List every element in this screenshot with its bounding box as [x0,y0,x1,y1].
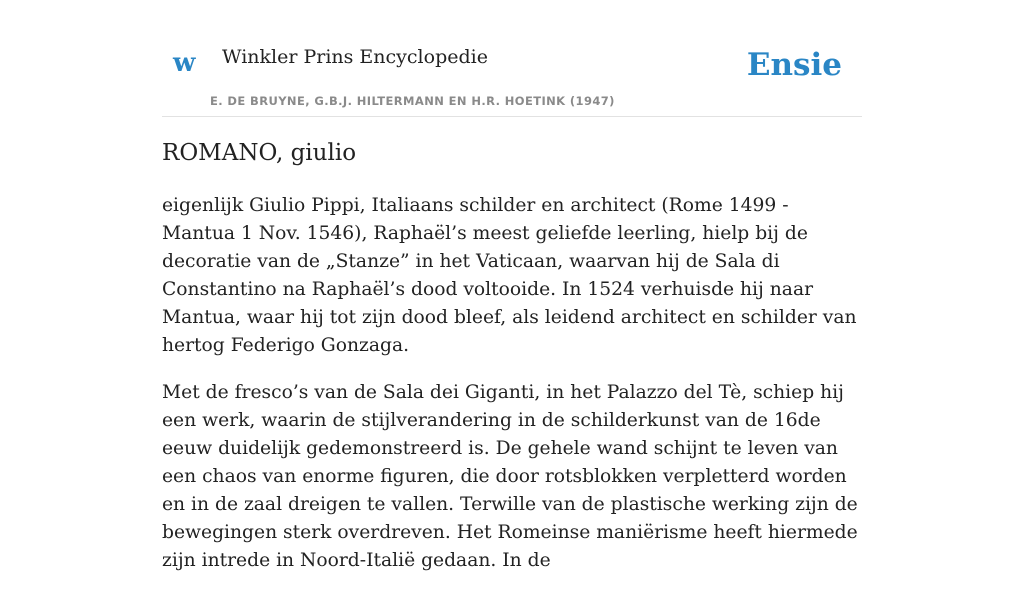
ensie-logo[interactable]: Ensie [746,47,842,83]
encyclopedia-title[interactable]: Winkler Prins Encyclopedie [222,46,488,68]
entry-paragraph: Met de fresco’s van de Sala dei Giganti, in het Palazzo del Tè, schiep hij een werk, waarin de stijlverandering in de schilderkunst van de 16de eeuw duidelijk gedemonstreerd is. De gehele wand schijnt te leven van een chaos van enorme figuren, die door rotsblokken verpletterd worden en in de zaal dreigen te vallen. Terwille van de plastische werking zijn de bewegingen sterk overdreven. Het Romeinse maniërisme heeft hiermede zijn intrede in Noord-Italië gedaan. In de [162,382,858,571]
wp-logo-icon[interactable]: w [173,48,196,78]
entry-body [162,192,862,594]
encyclopedia-byline: E. DE BRUYNE, G.B.J. HILTERMANN EN H.R. HOETINK (1947) [210,94,615,108]
entry-paragraph: eigenlijk Giulio Pippi, Italiaans schilder en architect (Rome 1499 - Mantua 1 Nov. 1546), Raphaël’s meest geliefde leerling, hielp bij de decoratie van de „Stanze” in het Vaticaan, waarvan hij de Sala di Constantino na Raphaël’s dood voltooide. In 1524 verhuisde hij naar Mantua, waar hij tot zijn dood bleef, als leidend architect en schilder van hertog Federigo Gonzaga. [162,195,857,356]
site-header [162,0,862,117]
entry-title: ROMANO, giulio [162,140,357,166]
